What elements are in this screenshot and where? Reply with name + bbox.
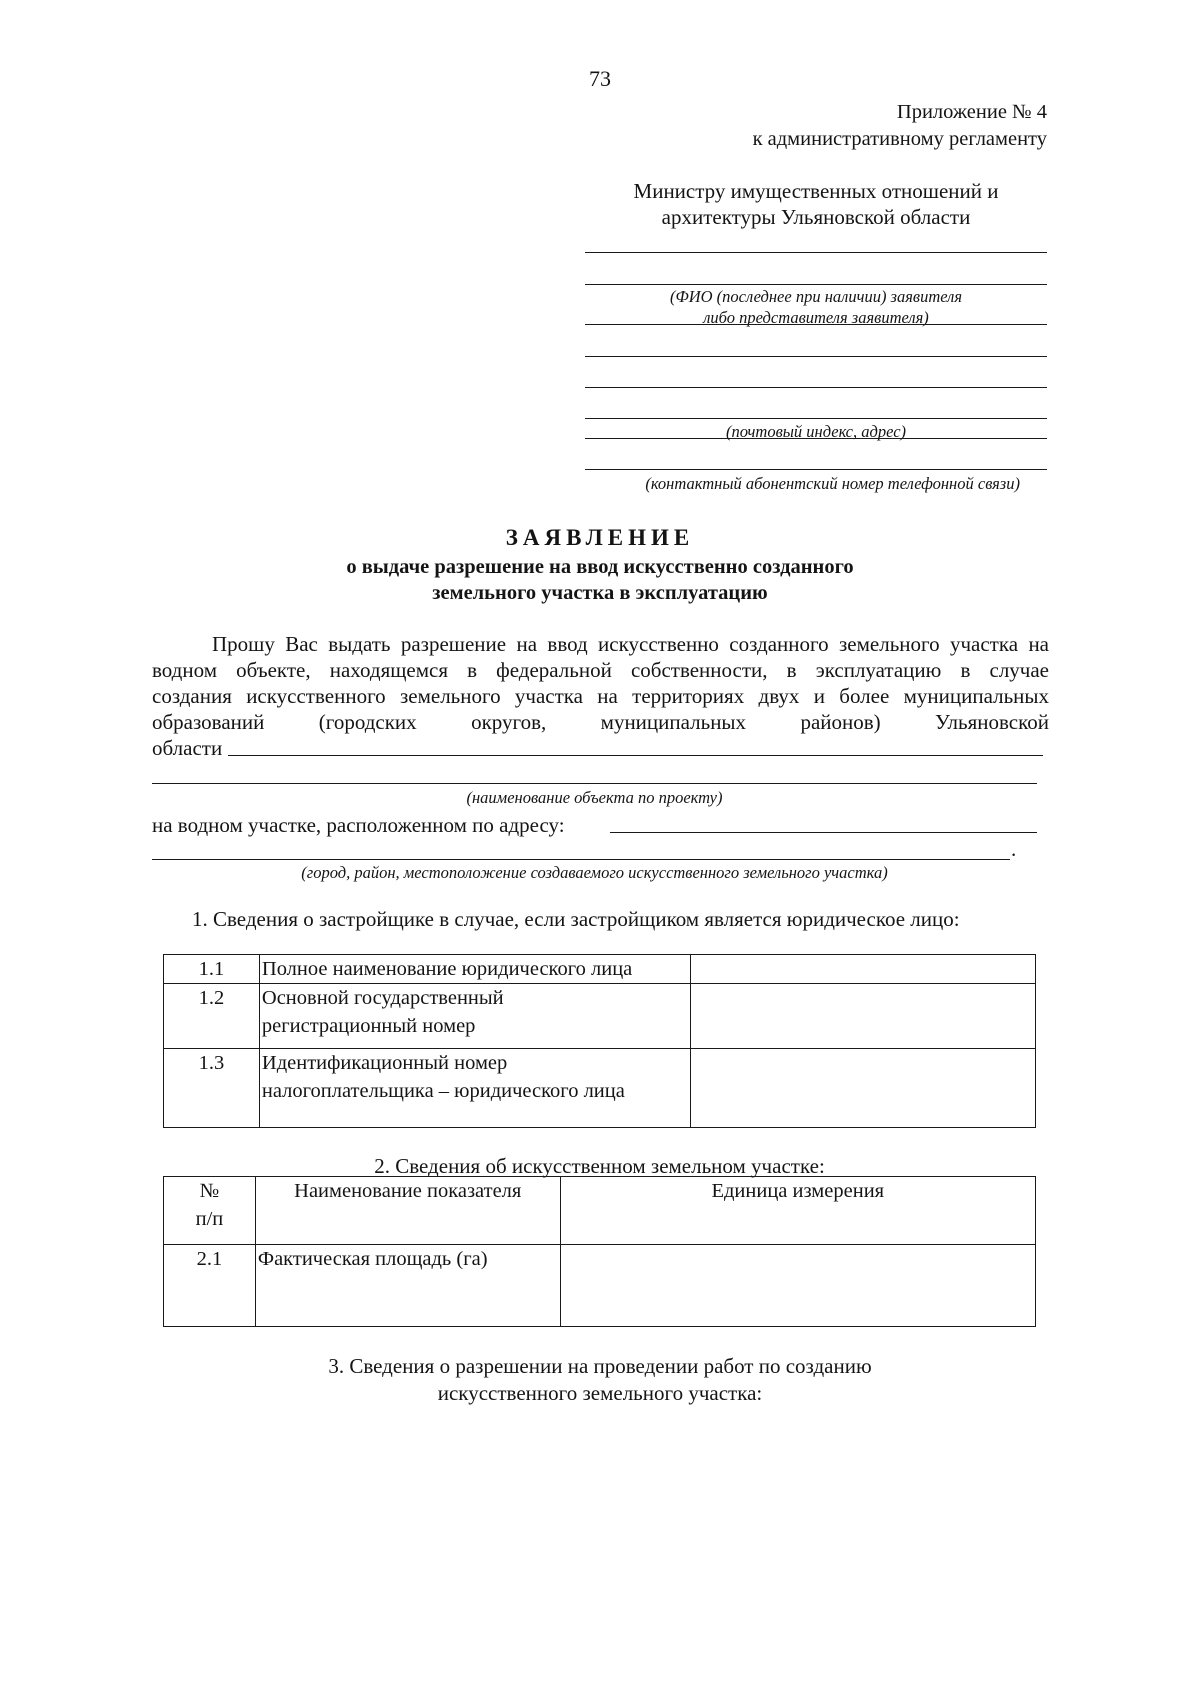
header-indicator: Наименование показателя (255, 1177, 560, 1245)
document-subtitle-line-1: о выдаче разрешение на ввод искусственно созданного (346, 556, 854, 578)
fio-caption-line-2: либо представителя заявителя) (703, 308, 929, 327)
section-1-heading: 1. Сведения о застройщике в случае, если застройщиком является юридическое лицо: (192, 907, 960, 931)
page-number: 73 (589, 66, 611, 91)
row-number: 1.3 (164, 1049, 260, 1128)
address-prompt: на водном участке, расположенном по адресу: (152, 813, 565, 837)
object-name-blank-line (228, 755, 1043, 756)
table-row (164, 1245, 1036, 1327)
body-word: (городских (318, 710, 417, 734)
row-label-line: Полное наименование юридического лица (261, 958, 633, 980)
applicant-blank-line (585, 284, 1047, 285)
address-blank-line (585, 387, 1047, 388)
body-line-4 (152, 709, 1049, 736)
body-line-3: создания искусственного земельного участка на территориях двух и более муниципальных (152, 684, 1049, 708)
value-cell[interactable] (690, 1049, 1035, 1128)
applicant-blank-line (585, 324, 1047, 325)
object-name-blank-line (152, 783, 1037, 784)
row-label: Фактическая площадь (га) (255, 1245, 560, 1327)
body-line-2: водном объекте, находящемся в федеральной собственности, в эксплуатацию в случае (152, 658, 1049, 682)
table-header-row (164, 1177, 1036, 1245)
location-blank-line (152, 859, 1010, 860)
addressee-line-1: Министру имущественных отношений и (633, 179, 999, 203)
table-row (164, 955, 1036, 984)
table-row (164, 984, 1036, 1049)
header-number (164, 1177, 256, 1245)
row-number: 1.2 (164, 984, 260, 1049)
object-name-caption: (наименование объекта по проекту) (466, 788, 723, 807)
header-number-symbol: № (199, 1180, 220, 1202)
row-label-line: Основной государственный (261, 987, 504, 1009)
section-3-heading-line-1: 3. Сведения о разрешении на проведении работ по созданию (328, 1354, 872, 1378)
phone-blank-line (585, 469, 1047, 470)
value-cell[interactable] (690, 984, 1035, 1049)
body-line-1: Прошу Вас выдать разрешение на ввод искусственно созданного земельного участка на (212, 632, 1049, 656)
value-cell[interactable] (560, 1245, 1035, 1327)
body-word: округов, (471, 710, 547, 734)
document-title: ЗАЯВЛЕНИЕ (505, 525, 695, 550)
document-subtitle-line-2: земельного участка в эксплуатацию (432, 582, 768, 604)
table-row (164, 1049, 1036, 1128)
address-blank-line (585, 356, 1047, 357)
applicant-blank-line (585, 252, 1047, 253)
addressee-line-2: архитектуры Ульяновской области (661, 205, 971, 229)
header-unit: Единица измерения (560, 1177, 1035, 1245)
row-label-line: налогоплательщика – юридического лица (261, 1080, 625, 1102)
row-number: 2.1 (164, 1245, 256, 1327)
developer-info-table (163, 954, 1036, 1128)
body-word: районов) (800, 710, 881, 734)
address-blank-line (585, 418, 1047, 419)
row-label (259, 984, 690, 1049)
regulation-reference: к административному регламенту (752, 128, 1047, 150)
row-number: 1.1 (164, 955, 260, 984)
body-line-5: области (152, 736, 223, 760)
section-2-heading: 2. Сведения об искусственном земельном участке: (374, 1154, 825, 1178)
header-number-label: п/п (195, 1208, 224, 1230)
body-word: муниципальных (600, 710, 747, 734)
address-caption: (почтовый индекс, адрес) (725, 422, 907, 441)
trailing-dot: . (1011, 837, 1017, 861)
value-cell[interactable] (690, 955, 1035, 984)
fio-caption-line-1: (ФИО (последнее при наличии) заявителя (669, 287, 963, 306)
row-label-line: Идентификационный номер (261, 1052, 508, 1074)
location-blank-line (610, 832, 1037, 833)
appendix-label: Приложение № 4 (896, 101, 1047, 123)
phone-caption: (контактный абонентский номер телефонной связи) (645, 474, 1020, 493)
body-word: Ульяновской (935, 710, 1049, 734)
body-word: образований (152, 710, 265, 734)
row-label-line: регистрационный номер (261, 1015, 476, 1037)
row-label (259, 955, 690, 984)
address-blank-line (585, 438, 1047, 439)
land-plot-table (163, 1176, 1036, 1327)
section-3-heading-line-2: искусственного земельного участка: (437, 1381, 763, 1405)
row-label (259, 1049, 690, 1128)
location-caption: (город, район, местоположение создаваемого искусственного земельного участка) (301, 863, 888, 882)
